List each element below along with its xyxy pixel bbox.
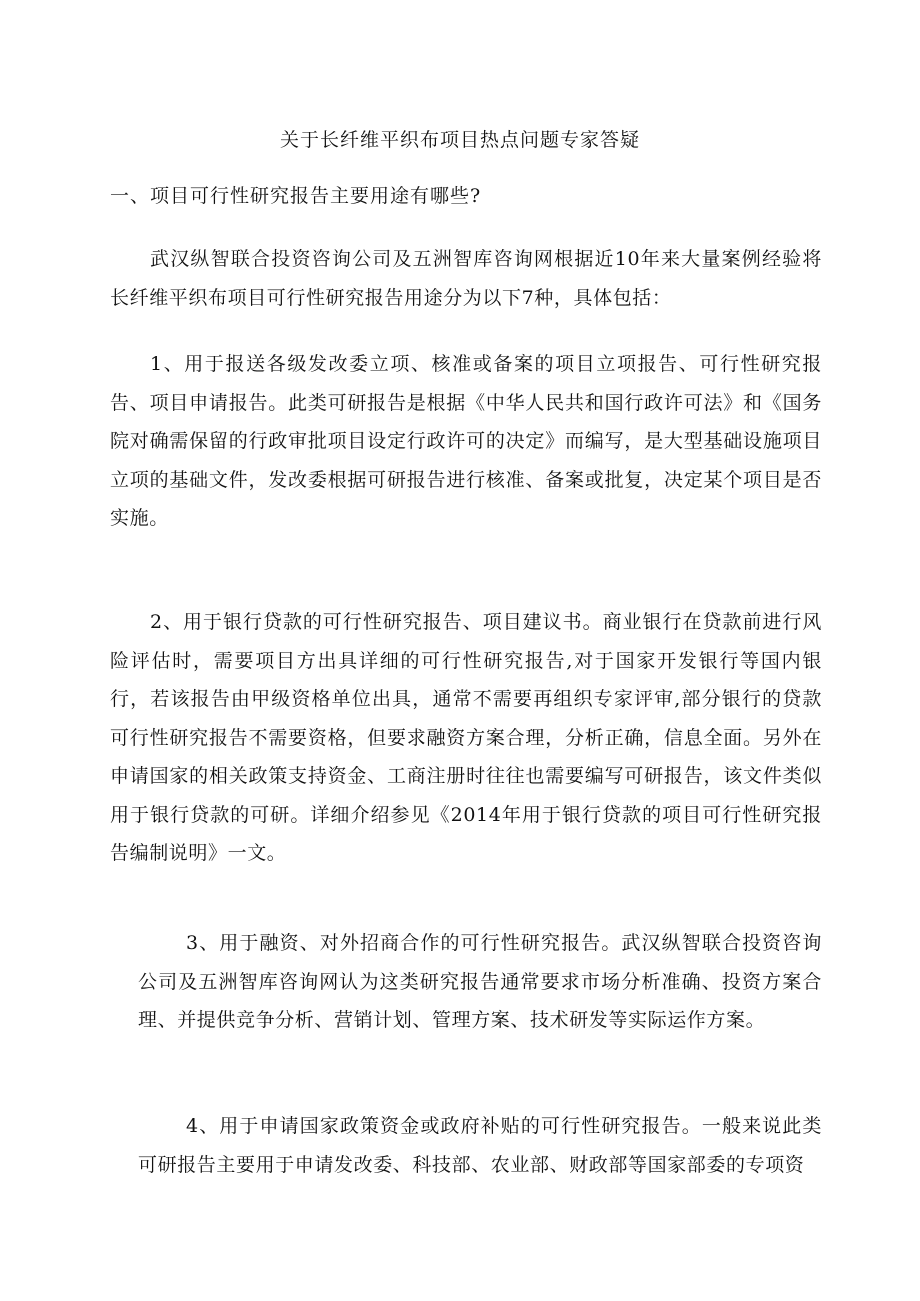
paragraph-item-3: 3、用于融资、对外招商合作的可行性研究报告。武汉纵智联合投资咨询公司及五洲智库咨询网认为这类研究报告通常要求市场分析准确、投资方案合理、并提供竞争分析、营销计划、管理方案、技术研发等实际运作方案。	[138, 932, 822, 1031]
document-title: 关于长纤维平织布项目热点问题专家答疑	[279, 129, 640, 151]
section-heading: 一、项目可行性研究报告主要用途有哪些?	[110, 185, 482, 207]
paragraph-item-4: 4、用于申请国家政策资金或政府补贴的可行性研究报告。一般来说此类可研报告主要用于申请发改委、科技部、农业部、财政部等国家部委的专项资	[138, 1115, 822, 1176]
paragraph-intro: 武汉纵智联合投资咨询公司及五洲智库咨询网根据近10年来大量案例经验将长纤维平织布项目可行性研究报告用途分为以下7种，具体包括：	[110, 248, 822, 309]
paragraph-item-1: 1、用于报送各级发改委立项、核准或备案的项目立项报告、可行性研究报告、项目申请报告。此类可研报告是根据《中华人民共和国行政许可法》和《国务院对确需保留的行政审批项目设定行政许可的决定》而编写，是大型基础设施项目立项的基础文件，发改委根据可研报告进行核准、备案或批复，决定某个项目是否实施。	[110, 353, 822, 529]
paragraph-item-2: 2、用于银行贷款的可行性研究报告、项目建议书。商业银行在贷款前进行风险评估时，需要项目方出具详细的可行性研究报告,对于国家开发银行等国内银行，若该报告由甲级资格单位出具，通常不需要再组织专家评审,部分银行的贷款可行性研究报告不需要资格，但要求融资方案合理，分析正确，信息全面。另外在申请国家的相关政策支持资金、工商注册时往往也需要编写可研报告，该文件类似用于银行贷款的可研。详细介绍参见《2014年用于银行贷款的项目可行性研究报告编制说明》一文。	[110, 611, 822, 864]
